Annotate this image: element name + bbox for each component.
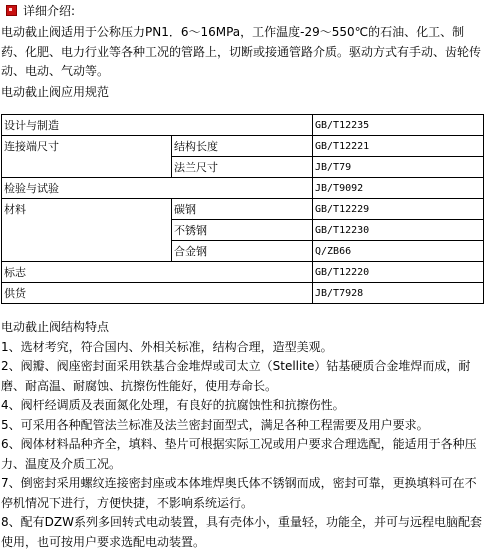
spec-label-marking: 标志 (2, 262, 313, 283)
spec-std: GB/T12230 (313, 220, 484, 241)
spec-std: GB/T12229 (313, 199, 484, 220)
spec-sub-label: 不锈钢 (172, 220, 313, 241)
spec-std-inspect: JB/T9092 (313, 178, 484, 199)
feature-item: 8、配有DZW系列多回转式电动装置，具有壳体小，重量轻，功能全，并可与远程电脑配套使用，也可按用户要求选配电动装置。 (1, 515, 482, 549)
spec-label-material: 材料 (2, 199, 172, 262)
spec-label-design: 设计与制造 (2, 115, 313, 136)
spec-sub-label: 法兰尺寸 (172, 157, 313, 178)
spec-sub-label: 结构长度 (172, 136, 313, 157)
spec-std: Q/ZB66 (313, 241, 484, 262)
feature-item: 4、阀杆经调质及表面氮化处理，有良好的抗腐蚀性和抗擦伤性。 (1, 398, 345, 412)
features-title: 电动截止阀结构特点 (1, 320, 110, 334)
spec-label-inspect: 检验与试验 (2, 178, 313, 199)
feature-item: 7、倒密封采用螺纹连接密封座或本体堆焊奥氏体不锈钢而成，密封可靠，更换填料可在不停机情况下进行，方便快捷，不影响系统运行。 (1, 476, 477, 510)
feature-item: 1、选材考究，符合国内、外相关标准，结构合理，造型美观。 (1, 339, 333, 354)
detail-header (6, 2, 75, 18)
features-section (1, 318, 485, 552)
table-row (2, 178, 484, 199)
table-row (2, 199, 484, 220)
table-row (2, 262, 484, 283)
spec-std-design: GB/T12235 (313, 115, 484, 136)
spec-std: GB/T12221 (313, 136, 484, 157)
intro-paragraph: 电动截止阀适用于公称压力PN1．6～16MPa，工作温度-29～550℃的石油、化工、制药、化肥、电力行业等各种工况的管路上，切断或接通管路介质。驱动方式有手动、齿轮传动、电动、气动等。 (1, 25, 482, 78)
spec-label-supply: 供货 (2, 283, 313, 304)
feature-item: 5、可采用各种配管法兰标准及法兰密封面型式，满足各种工程需要及用户要求。 (1, 417, 429, 432)
spec-sub-label: 碳钢 (172, 199, 313, 220)
spec-label-connect: 连接端尺寸 (2, 136, 172, 178)
spec-std: JB/T79 (313, 157, 484, 178)
spec-std-supply: JB/T7928 (313, 283, 484, 304)
table-row (2, 136, 484, 157)
spec-table (1, 114, 484, 304)
table-row (2, 115, 484, 136)
spec-section-title: 电动截止阀应用规范 (1, 85, 110, 99)
spec-std-marking: GB/T12220 (313, 262, 484, 283)
feature-item: 2、阀瓣、阀座密封面采用铁基合金堆焊或司太立（Stellite）钴基硬质合金堆焊而成，耐磨、耐高温、耐腐蚀、抗擦伤性能好，使用寿命长。 (1, 359, 471, 393)
square-bullet-icon (6, 5, 17, 16)
table-row (2, 283, 484, 304)
spec-sub-label: 合金钢 (172, 241, 313, 262)
feature-item: 6、阀体材料品种齐全，填料、垫片可根据实际工况或用户要求合理选配，能适用于各种压力、温度及介质工况。 (1, 437, 477, 471)
detail-title: 详细介绍: (23, 3, 76, 18)
